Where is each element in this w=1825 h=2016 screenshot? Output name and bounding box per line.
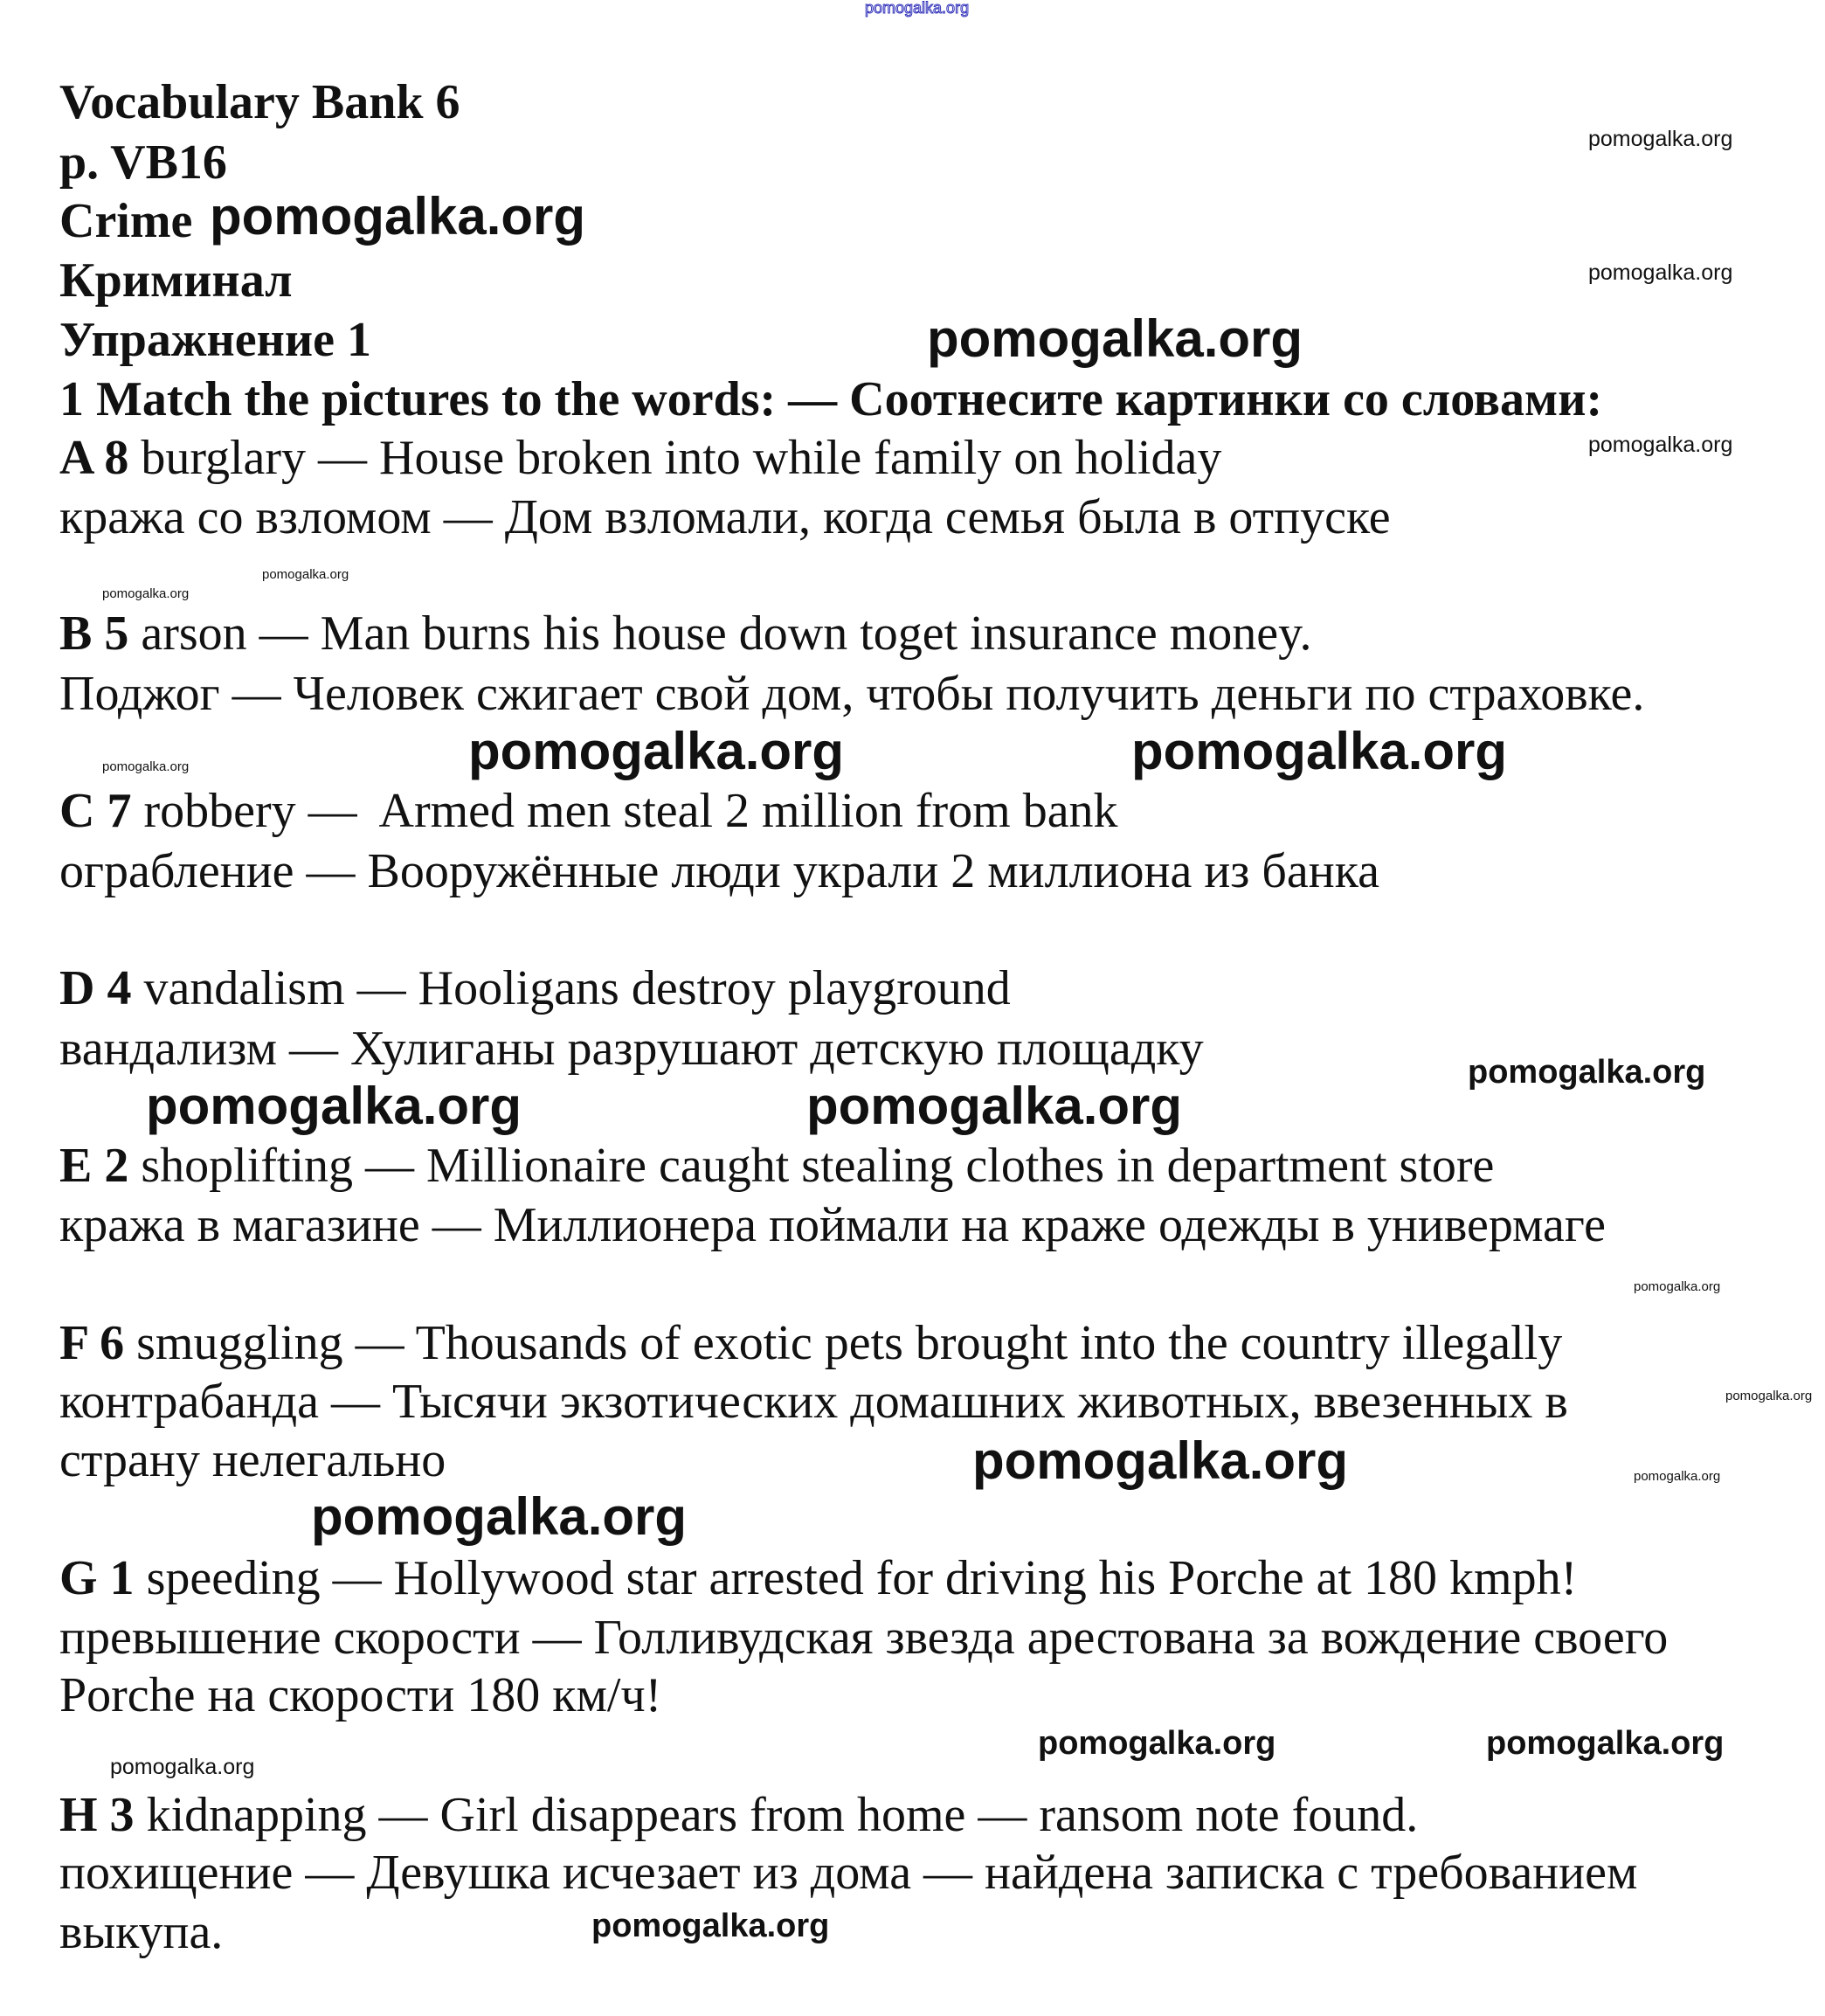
entry-russian: контрабанда — Тысячи экзотических домашних животных, ввезенных в <box>59 1375 1568 1429</box>
entry-label: H 3 <box>59 1788 135 1842</box>
watermark: pomogalka.org <box>1588 127 1733 151</box>
watermark: pomogalka.org <box>1588 433 1733 457</box>
watermark: pomogalka.org <box>972 1431 1349 1490</box>
entry-russian: кража в магазине — Миллионера поймали на краже одежды в универмаге <box>59 1198 1606 1252</box>
watermark: pomogalka.org <box>102 586 190 601</box>
entry-russian: выкупа. <box>59 1905 224 1959</box>
entry-russian: Поджог — Человек сжигает свой дом, чтобы получить деньги по страховке. <box>59 667 1645 721</box>
entry-russian: вандализм — Хулиганы разрушают детскую площадку <box>59 1022 1204 1076</box>
watermark: pomogalka.org <box>311 1487 688 1546</box>
watermark: pomogalka.org <box>1038 1725 1276 1762</box>
entry-text: kidnapping — Girl disappears from home — ransom note found. <box>134 1788 1419 1842</box>
entry-text: vandalism — Hooligans destroy playground <box>131 961 1011 1015</box>
entry-russian: похищение — Девушка исчезает из дома — найдена записка с требованием <box>59 1846 1638 1900</box>
entry-text: robbery — Armed men steal 2 million from bank <box>131 784 1118 838</box>
entry-text: speeding — Hollywood star arrested for driving his Porche at 180 kmph! <box>134 1551 1578 1605</box>
watermark: pomogalka.org <box>210 187 586 246</box>
watermark: pomogalka.org <box>146 1077 522 1135</box>
watermark: pomogalka.org <box>102 759 190 774</box>
entry-label: C 7 <box>59 784 132 838</box>
entry-russian: превышение скорости — Голливудская звезда арестована за вождение своего <box>59 1611 1669 1665</box>
entry-label: F 6 <box>59 1316 125 1370</box>
watermark: pomogalka.org <box>1725 1389 1813 1403</box>
entry-russian: страну нелегально <box>59 1433 446 1487</box>
entry-text: shoplifting — Millionaire caught stealing clothes in department store <box>128 1139 1495 1193</box>
watermark: pomogalka.org <box>1588 260 1733 285</box>
watermark: pomogalka.org <box>1634 1279 1721 1294</box>
entry-label: D 4 <box>59 961 132 1015</box>
watermark: pomogalka.org <box>110 1755 255 1779</box>
watermark: pomogalka.org <box>1468 1054 1706 1091</box>
topic-russian: Криминал <box>59 253 293 308</box>
topic-english: Crime <box>59 194 193 248</box>
entry-label: B 5 <box>59 606 129 661</box>
entry-text: smuggling — Thousands of exotic pets brought into the country illegally <box>124 1316 1563 1370</box>
entry-english <box>59 1550 1577 1606</box>
entry-russian: ограбление — Вооружённые люди украли 2 миллиона из банка <box>59 844 1379 898</box>
watermark: pomogalka.org <box>468 722 845 780</box>
exercise-heading: Упражнение 1 <box>59 313 372 367</box>
entry-english <box>59 1138 1494 1194</box>
entry-english <box>59 430 1221 486</box>
entry-label: G 1 <box>59 1551 135 1605</box>
entry-label: A 8 <box>59 431 129 485</box>
entry-english <box>59 783 1118 839</box>
watermark: pomogalka.org <box>1486 1725 1725 1762</box>
entry-english <box>59 606 1312 662</box>
entry-english <box>59 1787 1418 1843</box>
entry-english <box>59 960 1011 1016</box>
entry-text: arson — Man burns his house down toget insurance money. <box>128 606 1312 661</box>
document-title: Vocabulary Bank 6 <box>59 75 460 129</box>
entry-russian: кража со взломом — Дом взломали, когда семья была в отпуске <box>59 490 1391 544</box>
watermark: pomogalka.org <box>806 1077 1183 1135</box>
watermark: pomogalka.org <box>865 0 970 17</box>
entry-label: E 2 <box>59 1139 129 1193</box>
watermark: pomogalka.org <box>927 309 1303 368</box>
watermark: pomogalka.org <box>591 1908 830 1944</box>
watermark: pomogalka.org <box>262 567 349 582</box>
entry-english <box>59 1315 1562 1371</box>
watermark: pomogalka.org <box>1131 722 1508 780</box>
page-reference: p. VB16 <box>59 135 227 190</box>
entry-russian: Porche на скорости 180 км/ч! <box>59 1668 662 1722</box>
entry-text: burglary — House broken into while family on holiday <box>128 431 1222 485</box>
watermark: pomogalka.org <box>1634 1469 1721 1484</box>
instruction: 1 Match the pictures to the words: — Соотнесите картинки со словами: <box>59 372 1603 426</box>
